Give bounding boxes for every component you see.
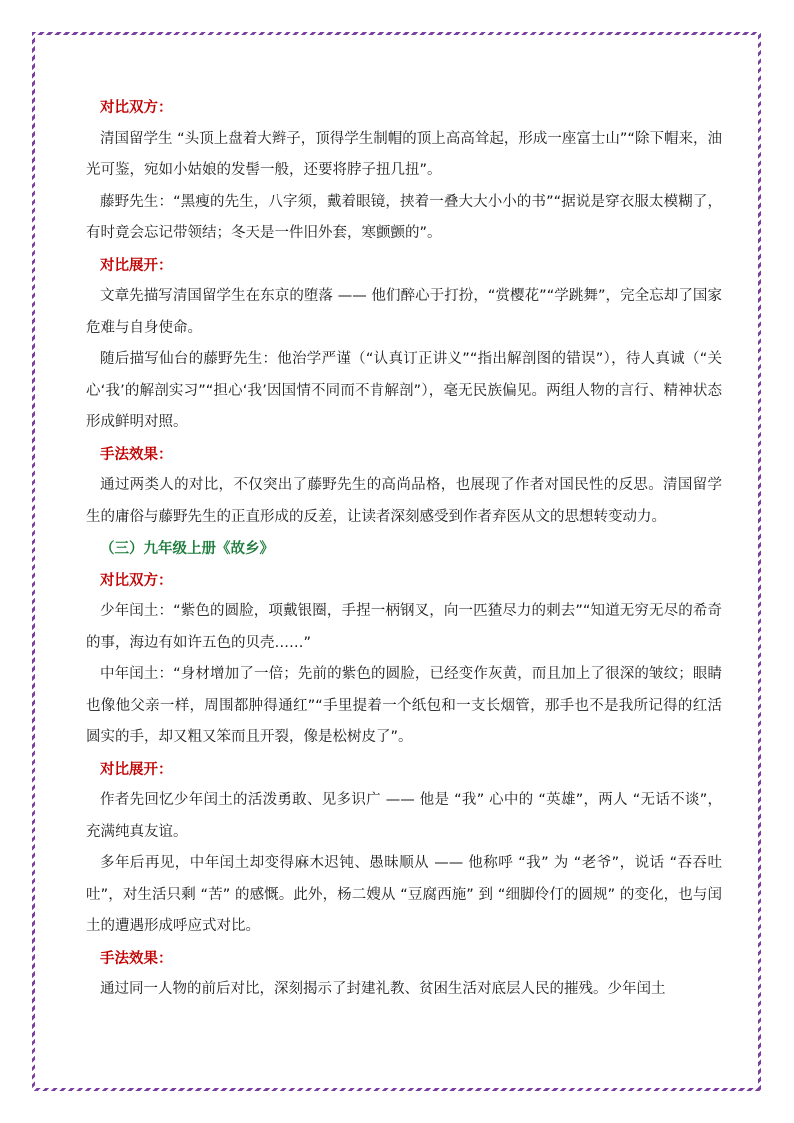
paragraph-middle-aged-runtu: 中年闰土：“身材增加了一倍；先前的紫色的圆脸，已经变作灰黄，而且加上了很深的皱纹；眼睛也像他父亲一样，周围都肿得通红”“手里提着一个纸包和一支长烟管，那手也不是我所记得的红活圆实的手，却又粗又笨而且开裂，像是松树皮了”。 bbox=[86, 666, 722, 745]
paragraph-young-runtu: 少年闰土：“紫色的圆脸，项戴银圈，手捏一柄钢叉，向一匹猹尽力的刺去”“知道无穷无尽的希奇的事，海边有如许五色的贝壳……” bbox=[86, 603, 722, 651]
paragraph-effect-1: 通过两类人的对比，不仅突出了藤野先生的高尚品格，也展现了作者对国民性的反思。清国留学生的庸俗与藤野先生的正直形成的反差，让读者深刻感受到作者弃医从文的思想转变动力。 bbox=[86, 477, 722, 525]
paragraph-reunion: 多年后再见，中年闰土却变得麻木迟钝、愚昧顺从 —— 他称呼 “我” 为 “老爷”，说话 “吞吞吐吐”，对生活只剩 “苦” 的感慨。此外，杨二嫂从 “豆腐西施” 到 “细脚伶仃的圆规” 的变化，也与闰土的遭遇形成呼应式对比。 bbox=[86, 855, 722, 934]
document-body bbox=[86, 92, 722, 1006]
paragraph-students-decadence: 文章先描写清国留学生在东京的堕落 —— 他们醉心于打扮，“赏樱花”“学跳舞”，完全忘却了国家危难与自身使命。 bbox=[86, 288, 722, 336]
paragraph-fujino: 藤野先生：“黑瘦的先生，八字须，戴着眼镜，挟着一叠大大小小的书”“据说是穿衣服太模糊了，有时竟会忘记带领结；冬天是一件旧外套，寒颤颤的”。 bbox=[86, 193, 722, 241]
section-title-guxiang: （三）九年级上册《故乡》 bbox=[100, 540, 274, 557]
paragraph-fujino-description: 随后描写仙台的藤野先生：他治学严谨（“认真订正讲义”“指出解剖图的错误”），待人真诚（“关心‘我’的解剖实习”“担心‘我’因国情不同而不肯解剖”），毫无民族偏见。两组人物的言行、精神状态形成鲜明对照。 bbox=[86, 351, 722, 430]
paragraph-young-runtu-memory: 作者先回忆少年闰土的活泼勇敢、见多识广 —— 他是 “我” 心中的 “英雄”，两人 “无话不谈”，充满纯真友谊。 bbox=[86, 792, 722, 840]
heading-contrast-development-2: 对比展开： bbox=[100, 760, 173, 778]
heading-technique-effect: 手法效果： bbox=[100, 445, 173, 463]
heading-technique-effect-2: 手法效果： bbox=[100, 949, 173, 967]
heading-contrast-parties: 对比双方： bbox=[100, 99, 173, 116]
heading-contrast-development: 对比展开： bbox=[100, 256, 173, 274]
heading-contrast-parties-2: 对比双方： bbox=[100, 571, 173, 589]
paragraph-qing-students: 清国留学生 “头顶上盘着大辫子，顶得学生制帽的顶上高高耸起，形成一座富士山”“除下帽来，油光可鉴，宛如小姑娘的发髻一般，还要将脖子扭几扭”。 bbox=[86, 130, 722, 178]
paragraph-effect-2: 通过同一人物的前后对比，深刻揭示了封建礼教、贫困生活对底层人民的摧残。少年闰土 bbox=[100, 981, 666, 997]
